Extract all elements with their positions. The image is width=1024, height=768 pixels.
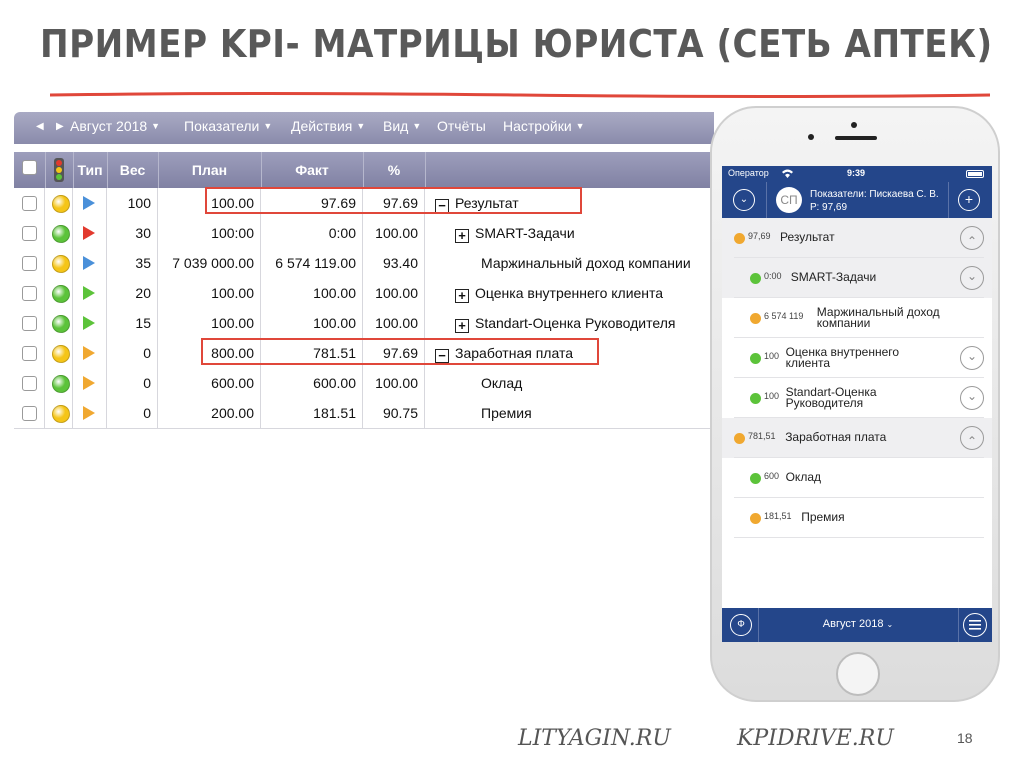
indicator-name: Standart-Оценка Руководителя [475,315,676,331]
item-label: Маржинальный доход компании [816,305,940,330]
percent-cell: 97.69 [363,338,425,368]
avatar[interactable]: СП [776,187,802,213]
prev-period-icon[interactable]: ◀ [36,121,44,132]
indicator-name: Заработная плата [455,345,573,361]
indicator-name: Результат [455,195,519,211]
chevron-down-icon: ▼ [412,121,422,131]
play-triangle-icon [83,316,95,330]
fact-cell[interactable]: 781.51 [261,338,363,368]
collapse-minus-icon[interactable]: − [435,349,449,363]
chevron-down-icon[interactable]: ⌄ [960,266,984,290]
menu-label: Показатели [184,118,260,134]
type-cell [73,368,107,398]
header-checkbox-cell[interactable] [14,152,46,188]
status-cell [45,338,73,368]
indicator-name: Оценка внутреннего клиента [475,285,664,301]
employee-indicators-label: Показатели: Пискаева С. В. [810,189,939,200]
indicator-name: SMART-Задачи [475,225,575,241]
phone-list-item[interactable] [722,418,992,458]
table-header [14,152,714,188]
phone-status-bar [722,166,992,182]
kpi-table-window [14,112,714,430]
filter-icon[interactable]: Ф [730,614,752,636]
status-light-icon [52,405,70,423]
phone-screen [722,166,992,642]
status-dot-icon [750,353,761,364]
weight-cell: 35 [107,248,158,278]
phone-list-item[interactable] [722,498,992,538]
hamburger-lines [969,620,981,630]
phone-list-item[interactable] [722,338,992,378]
status-light-icon [52,315,70,333]
expand-plus-icon[interactable]: + [455,289,469,303]
header-type[interactable]: Тип [73,152,108,188]
phone-app-bar [722,182,992,218]
status-cell [45,188,73,218]
chevron-up-icon[interactable]: ⌃ [960,426,984,450]
fact-cell[interactable]: 100.00 [261,308,363,338]
fact-cell[interactable]: 0:00 [261,218,363,248]
fact-cell[interactable]: 600.00 [261,368,363,398]
plan-cell[interactable]: 100:00 [158,218,261,248]
status-cell [45,308,73,338]
weight-cell: 0 [107,398,158,428]
item-label: SMART-Задачи [790,270,877,284]
toolbar [14,112,714,144]
status-light-icon [52,225,70,243]
chevron-down-icon: ▼ [151,121,161,131]
menu-actions[interactable] [291,118,365,134]
status-light-icon [52,255,70,273]
header-plan[interactable]: План [158,152,262,188]
indicator-name: Премия [481,405,532,421]
item-value: 781,51 [748,431,776,441]
menu-settings[interactable] [503,118,585,134]
phone-list-item[interactable] [722,458,992,498]
phone-period-label: Август 2018 [822,618,884,630]
phone-list-item[interactable] [722,378,992,418]
item-value: 100 [764,351,780,361]
phone-list-item[interactable] [722,298,992,338]
row-checkbox[interactable] [22,406,37,421]
weight-cell: 100 [107,188,158,218]
menu-label: Настройки [503,118,572,134]
item-value: 181,51 [764,511,792,521]
plan-cell[interactable]: 800.00 [158,338,261,368]
fact-cell[interactable]: 6 574 119.00 [261,248,363,278]
plan-cell[interactable]: 7 039 000.00 [158,248,261,278]
type-cell [73,248,107,278]
row-checkbox[interactable] [22,376,37,391]
item-label: Результат [780,230,835,244]
indicator-name: Оклад [481,375,523,391]
item-value: 100 [764,391,780,401]
row-checkbox-cell [14,368,45,398]
phone-bottom-bar [722,608,992,642]
row-checkbox-cell [14,338,45,368]
type-cell [73,278,107,308]
chevron-down-icon: ▼ [263,121,273,131]
divider [948,182,949,218]
status-dot-icon [750,313,761,324]
expand-plus-icon[interactable]: + [455,319,469,333]
table-row[interactable] [14,368,714,399]
title-underline [50,92,990,98]
collapse-minus-icon[interactable]: − [435,199,449,213]
add-plus-icon[interactable]: + [958,189,980,211]
plan-cell[interactable]: 200.00 [158,398,261,428]
header-fact[interactable]: Факт [261,152,364,188]
row-checkbox-cell [14,218,45,248]
row-checkbox[interactable] [22,256,37,271]
carrier-label: Оператор [728,168,769,178]
highlight-salary-row [201,338,599,365]
plan-cell[interactable]: 100.00 [158,278,261,308]
period-selector[interactable] [70,118,160,134]
row-checkbox[interactable] [22,346,37,361]
chevron-down-icon: ▼ [356,121,366,131]
menu-indicators[interactable] [184,118,272,134]
page-number: 18 [957,730,973,746]
plan-cell[interactable]: 600.00 [158,368,261,398]
menu-reports[interactable] [437,118,486,134]
row-checkbox-cell [14,278,45,308]
weight-cell: 0 [107,368,158,398]
item-label: Оклад [785,470,821,484]
status-cell [45,368,73,398]
phone-list-item[interactable] [722,258,992,298]
indicator-name-cell [425,278,714,308]
divider [958,608,959,642]
weight-cell: 0 [107,338,158,368]
type-cell [73,308,107,338]
clock: 9:39 [847,168,866,178]
menu-view[interactable] [383,118,421,134]
menu-label: Вид [383,118,409,134]
status-dot-icon [750,273,761,284]
row-checkbox[interactable] [22,196,37,211]
period-label: Август 2018 [70,118,148,134]
item-label: Standart-Оценка Руководителя [785,385,877,410]
percent-cell: 100.00 [363,218,425,248]
percent-cell: 93.40 [363,248,425,278]
play-triangle-icon [83,286,95,300]
fact-cell[interactable]: 100.00 [261,278,363,308]
status-dot-icon [750,473,761,484]
header-percent[interactable]: % [363,152,426,188]
row-checkbox[interactable] [22,316,37,331]
battery-icon [966,170,984,178]
phone-period-selector[interactable] [758,618,958,630]
indicator-name-cell [425,308,714,338]
item-value: 600 [764,471,780,481]
percent-cell: 100.00 [363,308,425,338]
traffic-light-icon [54,158,64,182]
status-light-icon [52,345,70,363]
slide-title: ПРИМЕР KPI- МАТРИЦЫ ЮРИСТА (СЕТЬ АПТЕК) [40,22,993,66]
result-value-label: Р: 97,69 [810,202,848,213]
phone-list-item[interactable] [722,218,992,258]
table-row[interactable] [14,398,714,429]
status-cell [45,278,73,308]
menu-label: Действия [291,118,353,134]
phone-camera [851,122,857,128]
wifi-icon [782,169,793,178]
expand-plus-icon[interactable]: + [455,229,469,243]
indicator-name-cell [425,368,714,398]
divider [766,182,767,218]
row-checkbox-cell [14,398,45,428]
play-triangle-icon [83,346,95,360]
table-row[interactable] [14,278,714,309]
table-row[interactable] [14,218,714,249]
weight-cell: 15 [107,308,158,338]
chevron-down-icon: ⌄ [886,620,894,629]
status-cell [45,218,73,248]
footer-link-lityagin[interactable]: LITYAGIN.RU [518,726,671,751]
indicator-name-cell [425,398,714,428]
chevron-down-icon: ▼ [575,121,585,131]
table-row[interactable] [14,248,714,279]
header-name [425,152,714,188]
highlight-result-row [205,187,582,214]
next-period-icon[interactable]: ▶ [56,121,64,132]
percent-cell: 100.00 [363,278,425,308]
menu-label: Отчёты [437,118,486,134]
weight-cell: 20 [107,278,158,308]
row-checkbox[interactable] [22,226,37,241]
percent-cell: 100.00 [363,368,425,398]
table-row[interactable] [14,308,714,339]
chevron-up-icon[interactable]: ⌃ [960,226,984,250]
type-cell [73,338,107,368]
divider [734,537,984,538]
type-cell [73,218,107,248]
item-value: 0:00 [764,271,782,281]
row-checkbox-cell [14,248,45,278]
play-triangle-icon [83,406,95,420]
chevron-down-icon[interactable]: ⌄ [960,346,984,370]
status-cell [45,398,73,428]
play-triangle-icon [83,256,95,270]
percent-cell: 97.69 [363,188,425,218]
indicator-name-cell [425,218,714,248]
collapse-chevron-icon[interactable]: ⌄ [733,189,755,211]
row-checkbox-cell [14,188,45,218]
play-triangle-icon [83,196,95,210]
status-dot-icon [734,433,745,444]
header-status-cell [45,152,74,188]
status-dot-icon [734,233,745,244]
select-all-checkbox[interactable] [22,160,37,175]
phone-sensor [808,134,814,140]
plan-cell[interactable]: 100.00 [158,308,261,338]
plan-cell[interactable]: 100.00 [158,188,261,218]
menu-hamburger-icon[interactable] [963,613,987,637]
footer-link-kpidrive[interactable]: KPIDRIVE.RU [737,726,894,751]
item-label: Премия [801,510,845,524]
type-cell [73,188,107,218]
home-button[interactable] [836,652,880,696]
item-value: 6 574 119 [764,311,804,321]
play-triangle-icon [83,226,95,240]
item-label: Заработная плата [785,430,887,444]
status-light-icon [52,285,70,303]
indicator-name-cell [425,248,714,278]
chevron-down-icon[interactable]: ⌄ [960,386,984,410]
percent-cell: 90.75 [363,398,425,428]
item-label: Оценка внутреннего клиента [785,345,900,370]
status-dot-icon [750,513,761,524]
row-checkbox-cell [14,308,45,338]
status-light-icon [52,195,70,213]
row-checkbox[interactable] [22,286,37,301]
header-weight[interactable]: Вес [107,152,159,188]
type-cell [73,398,107,428]
status-cell [45,248,73,278]
item-value: 97,69 [748,231,771,241]
status-light-icon [52,375,70,393]
status-dot-icon [750,393,761,404]
fact-cell[interactable]: 181.51 [261,398,363,428]
phone-speaker [835,136,877,140]
fact-cell[interactable]: 97.69 [261,188,363,218]
indicator-name: Маржинальный доход компании [481,255,691,271]
weight-cell: 30 [107,218,158,248]
play-triangle-icon [83,376,95,390]
